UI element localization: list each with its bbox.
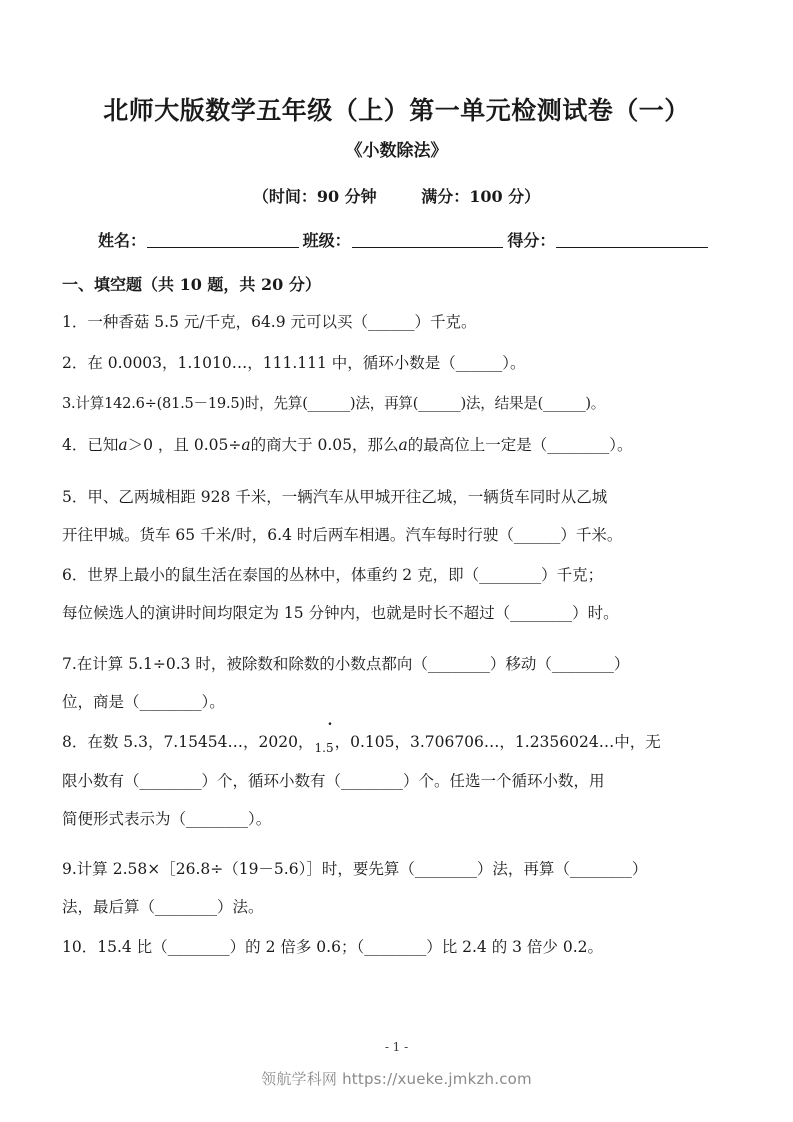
question-4 (62, 426, 728, 464)
class-label: 班级： (302, 231, 351, 250)
question-7 (62, 645, 728, 721)
question-8-part-a: 8．在数 5.3，7.15454…，2020， (62, 733, 314, 751)
class-blank[interactable] (352, 247, 504, 248)
page-title: 北师大版数学五年级（上）第一单元检测试卷（一） (103, 96, 690, 125)
question-2-text: 2．在 0.0003，1.1010…，111.111 中，循环小数是（______）。 (62, 354, 526, 372)
question-6 (62, 556, 728, 632)
question-10-text: 10．15.4 比（________）的 2 倍多 0.6；（________）比 2.4 的 3 倍少 0.2。 (62, 938, 604, 956)
question-5-line-2: 开往甲城。货车 65 千米/时，6.4 时后两车相遇。汽车每时行驶（______）千米。 (62, 526, 623, 544)
question-4-variable-a3: a (398, 436, 408, 454)
question-4-part-d: 的最高位上一定是（________）。 (407, 436, 633, 454)
question-1 (62, 303, 728, 341)
question-3-text: 3.计算142.6÷(81.5－19.5)时，先算(______)法，再算(______)法，结果是(______)。 (62, 395, 606, 412)
question-10 (62, 928, 728, 966)
question-9-line-1: 9.计算 2.58×［26.8÷（19－5.6）］时，要先算（________）法，再算（________） (62, 860, 648, 878)
question-4-variable-a2: a (241, 436, 251, 454)
score-label: 得分： (507, 231, 556, 250)
question-6-line-2: 每位候选人的演讲时间均限定为 15 分钟内，也就是时长不超过（________）时。 (62, 604, 619, 622)
page-number: - 1 - (384, 1040, 409, 1054)
question-4-part-c: 的商大于 0.05，那么 (250, 436, 399, 454)
question-1-text: 1．一种香菇 5.5 元/千克，64.9 元可以买（______）千克。 (62, 313, 477, 331)
score-blank[interactable] (556, 247, 708, 248)
question-8 (62, 723, 728, 838)
section-heading-fill-in-blanks: 一、填空题（共 10 题，共 20 分） (62, 275, 321, 294)
question-8-line-2: 限小数有（________）个，循环小数有（________）个。任选一个循环小数，用 (62, 772, 605, 790)
name-blank[interactable] (147, 247, 299, 248)
question-4-variable-a1: a (118, 436, 128, 454)
question-8-line-1 (62, 723, 728, 762)
question-6-line-1: 6．世界上最小的鼠生活在泰国的丛林中，体重约 2 克，即（________）千克； (62, 566, 604, 584)
question-3 (62, 385, 728, 423)
question-5 (62, 478, 728, 554)
site-watermark: 领航学科网 https://xueke.jmkzh.com (261, 1070, 532, 1088)
question-9-line-2: 法，最后算（________）法。 (62, 898, 264, 916)
page-subtitle: 《小数除法》 (345, 141, 448, 161)
question-7-line-2: 位，商是（________）。 (62, 693, 225, 711)
question-9 (62, 850, 728, 926)
repeating-decimal-integer: 1. (314, 741, 326, 755)
question-8-part-b: ，0.105，3.706706…，1.2356024…中，无 (334, 733, 661, 751)
question-4-part-a: 4．已知 (62, 436, 119, 454)
question-4-text (62, 426, 728, 464)
question-8-line-3: 简便形式表示为（________）。 (62, 810, 272, 828)
repeating-decimal-dotted-digit: · 5 (326, 729, 334, 767)
student-identity-line (98, 228, 708, 251)
question-2 (62, 344, 728, 382)
question-7-line-1: 7.在计算 5.1÷0.3 时，被除数和除数的小数点都向（________）移动（________） (62, 655, 630, 673)
repeating-decimal-notation (314, 729, 333, 767)
exam-meta-line: （时间：90 分钟 满分：100 分） (252, 187, 541, 206)
question-5-line-1: 5．甲、乙两城相距 928 千米，一辆汽车从甲城开往乙城，一辆货车同时从乙城 (62, 488, 608, 506)
name-label: 姓名： (98, 231, 147, 250)
question-4-part-b: ＞0 ，且 0.05÷ (127, 436, 242, 454)
